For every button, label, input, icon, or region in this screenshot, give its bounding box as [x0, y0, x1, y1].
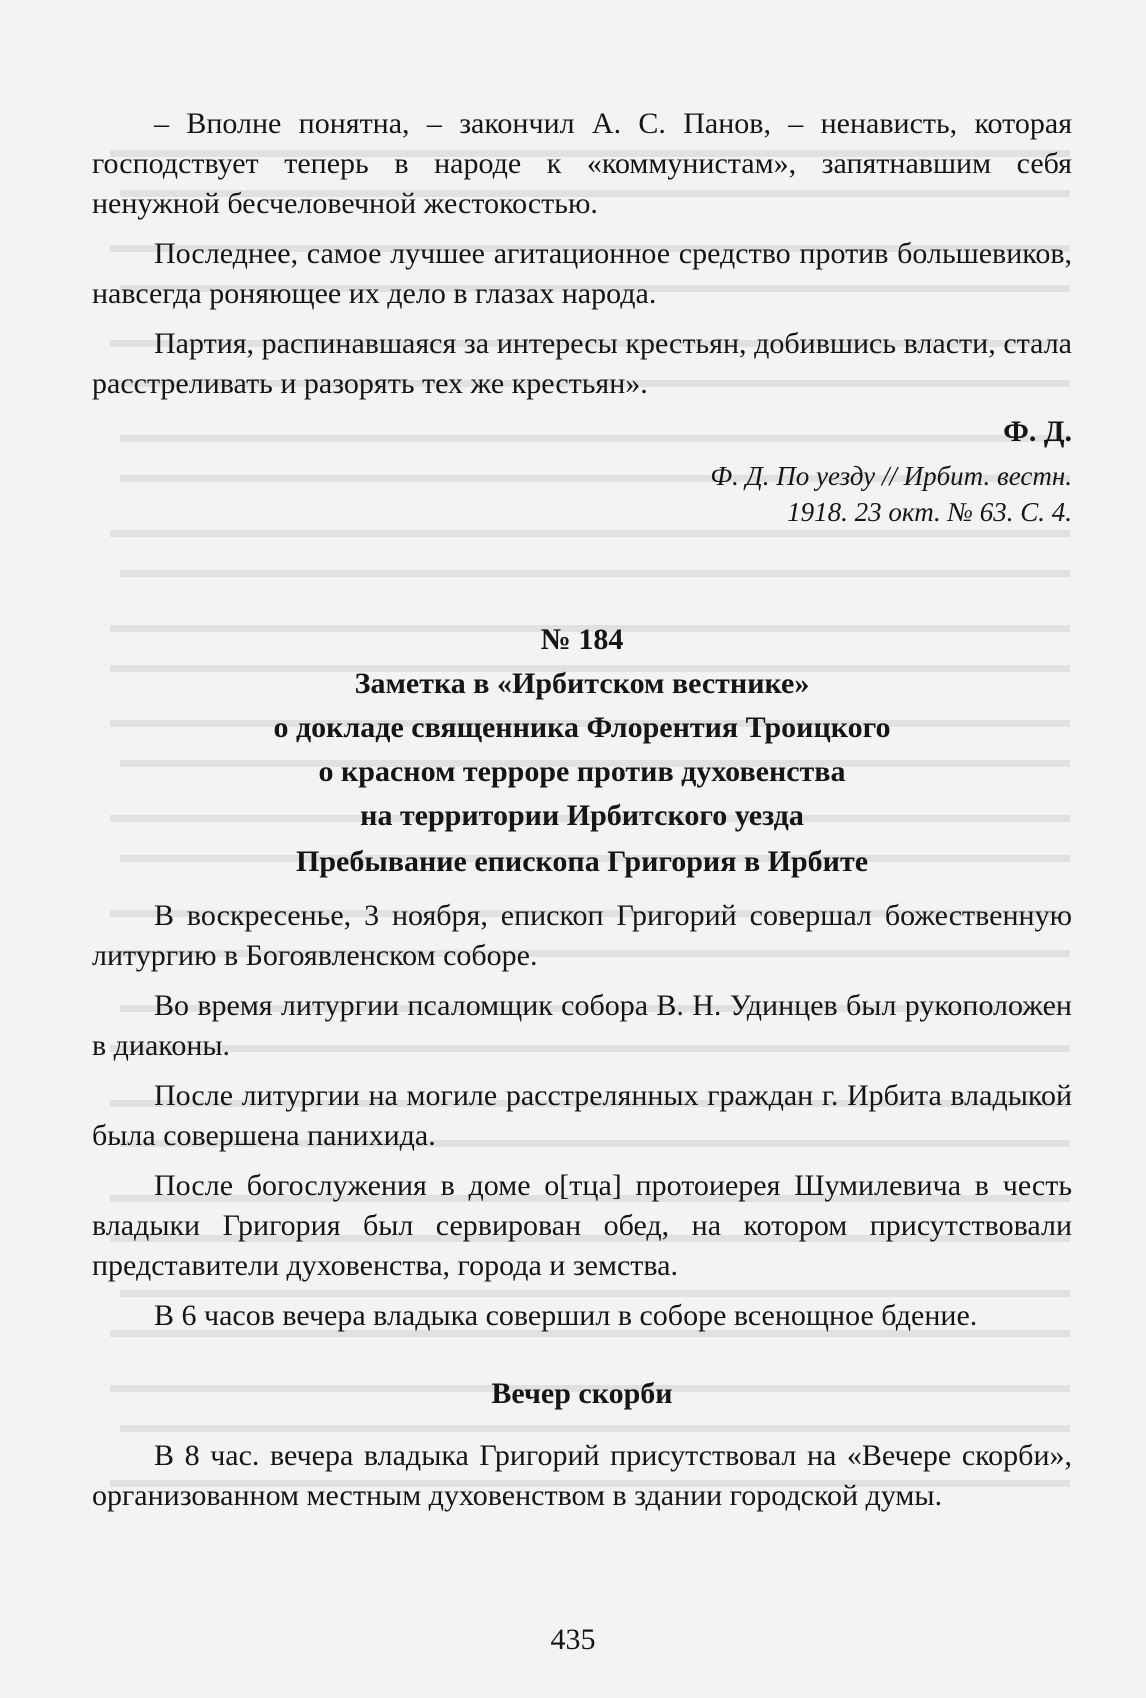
source-line: 1918. 23 окт. № 63. С. 4. [787, 497, 1072, 527]
paragraph: – Вполне понятна, – закончил А. С. Панов, – ненависть, которая господствует теперь в народе к «коммунистам», запятнавшим себя ненужной бесчеловечной жестокостью. [92, 107, 1072, 220]
author-signature: Ф. Д. [1003, 415, 1072, 448]
paragraph: В 6 часов вечера владыка совершил в соборе всенощное бдение. [154, 1299, 978, 1332]
document-title-line: Заметка в «Ирбитском вестнике» [354, 667, 810, 700]
document-number: № 184 [540, 623, 624, 656]
document-title-line: на территории Ирбитского уезда [360, 799, 804, 832]
document-title-line: о красном терроре против духовенства [318, 755, 846, 788]
paragraph: В воскресенье, 3 ноября, епископ Григорий совершал божественную литургию в Богоявленском соборе. [92, 899, 1072, 972]
section-title: Пребывание епископа Григория в Ирбите [295, 845, 869, 878]
paragraph: Последнее, самое лучшее агитационное средство против большевиков, навсегда роняющее их дело в глазах народа. [92, 237, 1072, 310]
paragraph: Во время литургии псаломщик собора В. Н. Удинцев был рукоположен в диаконы. [92, 989, 1072, 1062]
paragraph: Партия, распинавшаяся за интересы крестьян, добившись власти, стала расстреливать и разорять тех же крестьян». [92, 327, 1072, 400]
document-header [92, 618, 1072, 838]
document-title-line: о докладе священника Флорентия Троицкого [273, 711, 891, 744]
source-line: Ф. Д. По уезду // Ирбит. вестн. [710, 461, 1072, 491]
page-content [92, 104, 1072, 1516]
page-number: 435 [550, 1623, 596, 1656]
paragraph: После литургии на могиле расстрелянных граждан г. Ирбита владыкой была совершена панихида. [92, 1079, 1072, 1152]
paragraph: После богослужения в доме о[тца] протоиерея Шумилевича в честь владыки Григория был сервирован обед, на котором присутствовали представители духовенства, города и земства. [92, 1169, 1072, 1282]
paragraph: В 8 час. вечера владыка Григорий присутствовал на «Вечере скорби», организованном местным духовенством в здании городской думы. [92, 1439, 1072, 1512]
section-title: Вечер скорби [491, 1377, 673, 1410]
source-citation [92, 458, 1072, 530]
